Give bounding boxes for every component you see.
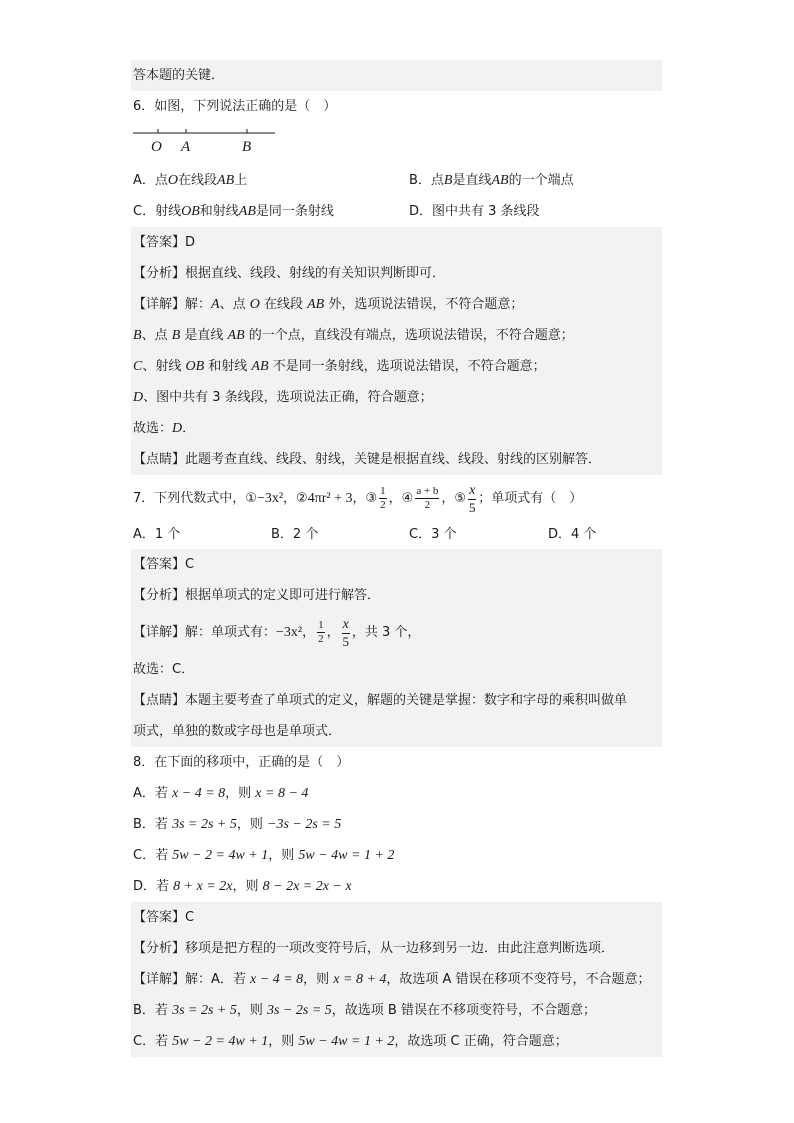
option-b: B．点B是直线AB的一个端点 (409, 173, 574, 188)
analysis-line: 【分析】根据直线、线段、射线的有关知识判断即可． (131, 258, 662, 289)
fraction: $\frac{1}{2}$ (318, 619, 324, 645)
label-a: A (181, 139, 191, 155)
option-b: B．2 个 (271, 527, 319, 542)
detail-line: B．若 3s = 2s + 5，则 3s − 2s = 5，故选项 B 错误在不移项变符号，不合题意； (131, 995, 662, 1026)
option-a: A．若 x − 4 = 8，则 x = 8 − 4 (133, 786, 309, 801)
text-line: 答本题的关键． (131, 60, 662, 91)
question-7-stem: 7．下列代数式中，①−3x²，②4πr² + 3，③ $\frac{1}{2}$ ，④ $\frac{a + b}{2}$ ，⑤ $\frac{x}{5}$ ；单项式有（ ） (133, 482, 583, 515)
fraction: $\frac{a + b}{2}$ (416, 485, 439, 511)
detail-line: 【详解】解：A、点 O 在线段 AB 外，选项说法错误，不符合题意； (131, 289, 662, 320)
option-d: D．4 个 (548, 527, 597, 542)
detail-line: C、射线 OB 和射线 AB 不是同一条射线，选项说法错误，不符合题意； (131, 351, 662, 382)
question-6-options-cd (131, 196, 662, 227)
fraction: $\frac{x}{5}$ (468, 482, 476, 515)
fraction: $\frac{x}{5}$ (342, 616, 349, 649)
comment-line: 【点睛】此题考查直线、线段、射线，关键是根据直线、线段、射线的区别解答． (131, 444, 662, 475)
detail-line: 【详解】解：A．若 x − 4 = 8，则 x = 8 + 4，故选项 A 错误在移项不变符号，不合题意； (131, 964, 662, 995)
option-b: B．若 3s = 2s + 5，则 −3s − 2s = 5 (133, 817, 342, 832)
fraction: $\frac{1}{2}$ (380, 485, 386, 511)
detail-line: B、点 B 是直线 AB 的一个点，直线没有端点，选项说法错误，不符合题意； (131, 320, 662, 351)
comment-line: 【点睛】本题主要考查了单项式的定义，解题的关键是掌握：数字和字母的乘积叫做单 (131, 685, 662, 716)
detail-line: C．若 5w − 2 = 4w + 1，则 5w − 4w = 1 + 2，故选项 C 正确，符合题意； (131, 1026, 662, 1057)
choose-line: 故选：C． (131, 654, 662, 685)
detail-line: 【详解】解：单项式有：−3x²， $\frac{1}{2}$ ， $\frac{x}{5}$ ，共 3 个， (131, 611, 662, 654)
option-d: D．若 8 + x = 2x，则 8 − 2x = 2x − x (133, 879, 352, 894)
line-segment-figure (131, 125, 281, 155)
analysis-line: 【分析】根据单项式的定义即可进行解答． (131, 580, 662, 611)
question-8-stem: 8．在下面的移项中，正确的是（ ） (133, 755, 350, 770)
comment-line: 项式，单独的数或字母也是单项式． (131, 716, 662, 747)
answer-line: 【答案】C (131, 902, 662, 933)
option-d: D．图中共有 3 条线段 (409, 204, 540, 219)
label-o: O (151, 139, 162, 155)
option-a: A．1 个 (133, 527, 181, 542)
choose-line: 故选：D． (131, 413, 662, 444)
question-6-options-ab (131, 165, 662, 196)
question-7-options (131, 519, 662, 550)
detail-line: D、图中共有 3 条线段，选项说法正确，符合题意； (131, 382, 662, 413)
answer-line: 【答案】D (131, 227, 662, 258)
question-6-stem: 6．如图，下列说法正确的是（ ） (133, 99, 337, 114)
option-c: C．若 5w − 2 = 4w + 1，则 5w − 4w = 1 + 2 (133, 848, 395, 863)
option-a: A．点O在线段AB上 (133, 173, 248, 188)
label-b: B (242, 139, 252, 155)
option-c: C．射线OB和射线AB是同一条射线 (133, 204, 334, 219)
option-c: C．3 个 (409, 527, 457, 542)
analysis-line: 【分析】移项是把方程的一项改变符号后，从一边移到另一边．由此注意判断选项． (131, 933, 662, 964)
answer-line: 【答案】C (131, 549, 662, 580)
